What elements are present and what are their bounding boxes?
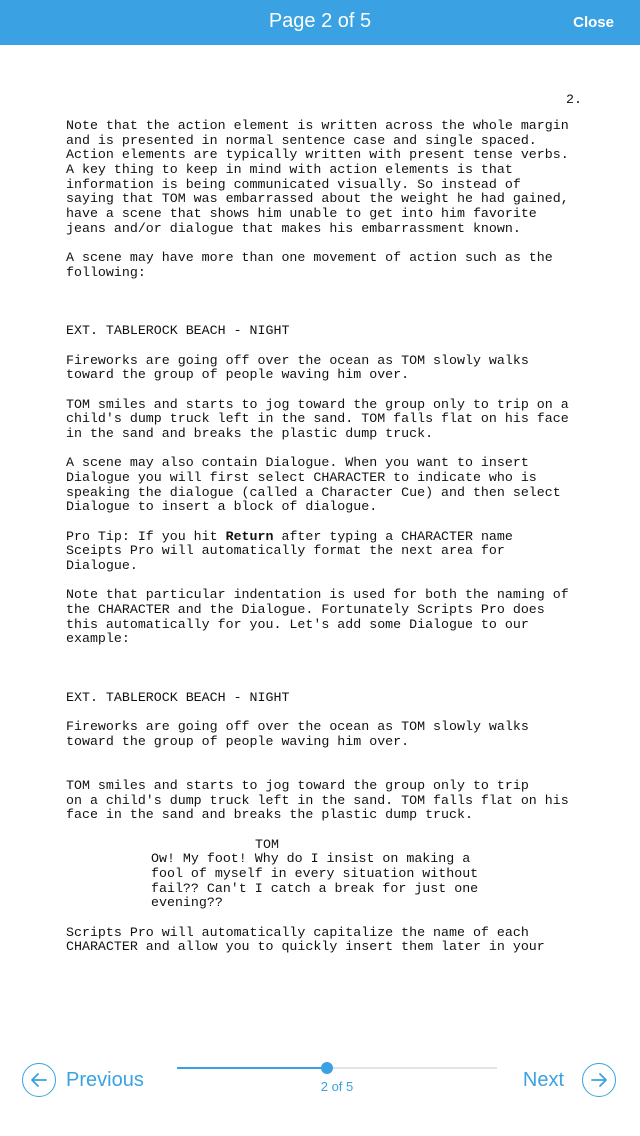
script-line: Action elements are typically written with present tense verbs.	[66, 147, 569, 163]
action-block	[66, 398, 596, 442]
script-line: and is presented in normal sentence case and single spaced.	[66, 132, 537, 148]
action-block	[66, 779, 596, 823]
script-line: child's dump truck left in the sand. TOM falls flat on his face	[66, 411, 569, 427]
script-page-number: 2.	[566, 92, 582, 107]
script-line: saying that TOM was embarrassed about the weight he had gained,	[66, 191, 569, 207]
script-line: Note that particular indentation is used for both the naming of	[66, 587, 569, 603]
action-block	[66, 354, 596, 383]
dialogue-line: fail?? Can't I catch a break for just one	[151, 880, 479, 896]
script-line: on a child's dump truck left in the sand. TOM falls flat on his	[66, 792, 569, 808]
scene-heading	[66, 324, 596, 339]
script-line: A scene may also contain Dialogue. When you want to insert	[66, 455, 529, 471]
script-line: following:	[66, 264, 146, 280]
action-block	[66, 588, 596, 647]
script-line: in the sand and breaks the plastic dump truck.	[66, 426, 434, 442]
script-text: after typing a CHARACTER name	[273, 528, 513, 544]
script-text-bold: Return	[225, 528, 274, 544]
dialogue-line: evening??	[151, 895, 223, 911]
script-line: face in the sand and breaks the plastic dump truck.	[66, 807, 473, 823]
script-line: this automatically for you. Let's add some Dialogue to our	[66, 616, 529, 632]
script-line: Note that the action element is written across the whole margin	[66, 118, 569, 133]
page-navigation-bar	[0, 1050, 640, 1136]
script-line: the CHARACTER and the Dialogue. Fortunately Scripts Pro does	[66, 602, 545, 618]
action-block	[66, 119, 596, 236]
script-page	[66, 119, 596, 955]
script-text: Pro Tip: If you hit	[66, 528, 226, 544]
scene-heading	[66, 691, 596, 706]
page-slider[interactable]	[177, 1063, 497, 1073]
script-line: Dialogue.	[66, 558, 138, 574]
dialogue-line: fool of myself in every situation without	[151, 866, 479, 882]
script-line: Dialogue to insert a block of dialogue.	[66, 499, 378, 515]
script-line: Fireworks are going off over the ocean as TOM slowly walks	[66, 719, 529, 735]
page-title: Page 2 of 5	[268, 10, 372, 32]
script-line: Sceipts Pro will automatically format the next area for	[66, 543, 505, 559]
script-line: toward the group of people waving him over.	[66, 734, 410, 750]
arrow-left-circle-icon	[22, 1063, 56, 1097]
script-line: example:	[66, 631, 130, 647]
script-line: speaking the dialogue (called a Character Cue) and then select	[66, 484, 561, 500]
dialogue-block	[66, 838, 596, 911]
arrow-right-circle-icon	[582, 1063, 616, 1097]
script-line: jeans and/or dialogue that makes his embarrassment known.	[66, 220, 521, 236]
script-line: A scene may have more than one movement of action such as the	[66, 250, 553, 266]
close-button[interactable]: Close	[573, 14, 614, 31]
action-block	[66, 926, 596, 955]
action-block	[66, 720, 596, 749]
script-line: toward the group of people waving him over.	[66, 367, 410, 383]
script-line: TOM smiles and starts to jog toward the group only to trip	[66, 778, 529, 794]
action-block	[66, 456, 596, 515]
page-indicator: 2 of 5	[320, 1079, 354, 1094]
script-line: Dialogue you will first select CHARACTER to indicate who is	[66, 470, 537, 486]
script-line: have a scene that shows him unable to get into him favorite	[66, 206, 537, 222]
previous-label: Previous	[66, 1068, 144, 1091]
next-label: Next	[522, 1068, 564, 1091]
action-block	[66, 251, 596, 280]
dialogue-line: Ow! My foot! Why do I insist on making a	[151, 851, 471, 867]
script-line: A key thing to keep in mind with action elements is that	[66, 162, 513, 178]
previous-button[interactable]	[22, 1062, 144, 1098]
slider-thumb[interactable]	[321, 1062, 333, 1074]
next-button[interactable]	[523, 1062, 616, 1098]
script-line	[66, 530, 596, 545]
action-block	[66, 530, 596, 574]
script-line: EXT. TABLEROCK BEACH - NIGHT	[66, 323, 290, 339]
character-cue: TOM	[255, 836, 279, 852]
nav-bar	[0, 0, 640, 45]
script-line: CHARACTER and allow you to quickly insert them later in your	[66, 939, 545, 955]
script-line: Fireworks are going off over the ocean as TOM slowly walks	[66, 352, 529, 368]
script-line: EXT. TABLEROCK BEACH - NIGHT	[66, 690, 290, 706]
slider-fill	[177, 1067, 327, 1069]
script-line: TOM smiles and starts to jog toward the group only to trip on a	[66, 396, 569, 412]
script-line: information is being communicated visually. So instead of	[66, 176, 521, 192]
script-line: Scripts Pro will automatically capitalize the name of each	[66, 924, 529, 940]
